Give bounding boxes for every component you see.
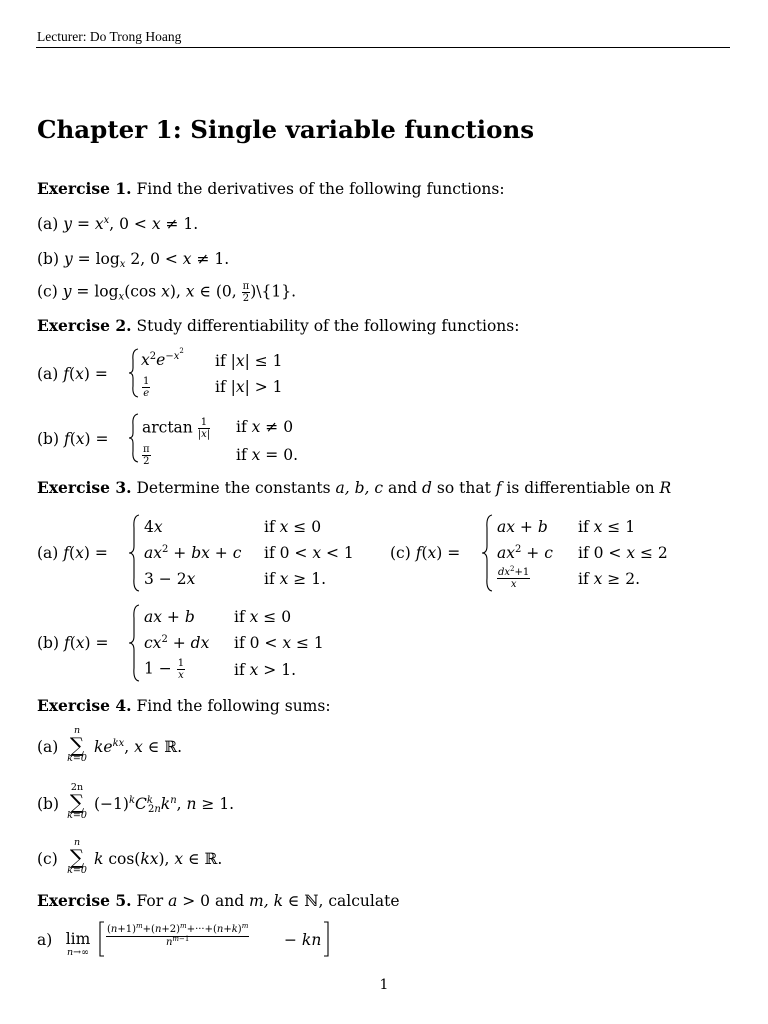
- exercise-4-label: Exercise 4.: [37, 696, 132, 715]
- sum-symbol-4c: n ∑ k=0: [67, 837, 87, 876]
- exercise-4a-tag: (a): [37, 738, 59, 756]
- exercise-3a-tag: (a): [37, 544, 59, 562]
- exercise-1c: (c) $y = \log_x(\cos$ x), x ∈ (0, $\frac{\pi}{2}$ )\{1}.: [37, 281, 296, 304]
- exercise-3a-case1: 4x: [144, 518, 163, 536]
- exercise-1-heading: [37, 179, 505, 199]
- exercise-3c-cond1: if x ≤ 1: [578, 518, 636, 536]
- exercise-5a-tag: a): [37, 931, 53, 949]
- exercise-2a-lhs: (a) f(x) =: [37, 365, 108, 383]
- exercise-3a-case3: 3 − 2x: [144, 570, 196, 588]
- exercise-3c-lhs: (c) f(x) =: [390, 544, 461, 562]
- header-lecturer: Lecturer: Do Trong Hoang: [37, 29, 182, 44]
- sum-symbol-4a: n ∑ k=0: [67, 725, 87, 764]
- exercise-2b-lhs: (b) f(x) =: [37, 430, 109, 448]
- brace-3c: [481, 514, 494, 592]
- exercise-2a-case2: $\frac{1}{e}$: [143, 376, 150, 399]
- exercise-2b-tag: (b): [37, 430, 60, 448]
- exercise-4c-tag: (c): [37, 850, 58, 868]
- header-rule: [36, 47, 730, 48]
- exercise-3c-cond2: if 0 < x ≤ 2: [578, 544, 668, 562]
- exercise-3c-case2: $ax^2 + c$: [497, 544, 553, 562]
- brace-3a: [128, 514, 141, 592]
- sum-4b-lower: k=0: [67, 810, 87, 821]
- exercise-1-text: Find the derivatives of the following functions:: [136, 180, 505, 198]
- exercise-1a: (a) $y = x^x$, 0 < x ≠ 1.: [37, 215, 199, 233]
- exercise-3a-cond2: if 0 < x < 1: [264, 544, 354, 562]
- exercise-4b-tag: (b): [37, 795, 60, 813]
- exercise-5-heading: Exercise 5. For a > 0 and m, k ∈ ℕ, calculate: [37, 891, 400, 910]
- exercise-2b-cond1: if x ≠ 0: [236, 418, 294, 436]
- exercise-5a-denominator: $n^{m-1}$: [165, 935, 190, 948]
- brace-3b: [128, 604, 141, 682]
- sum-4a-upper: n: [73, 725, 81, 736]
- exercise-2a-tag: (a): [37, 365, 59, 383]
- exercise-1c-tag: (c): [37, 282, 58, 301]
- sum-4b-upper: 2n: [70, 782, 84, 793]
- exercise-4-text: Find the following sums:: [136, 697, 331, 715]
- chapter-title: Chapter 1: Single variable functions: [37, 115, 535, 144]
- exercise-3a-case2: $ax^2$ + bx + c: [144, 544, 242, 562]
- exercise-3c-tag: (c): [390, 544, 411, 562]
- exercise-2a-cond2: if |x| > 1: [215, 378, 283, 396]
- exercise-2a-case1: $x^2e^{-x^2}$: [141, 347, 184, 369]
- exercise-1b: (b) $y = \log_x 2$, 0 < x ≠ 1.: [37, 250, 230, 270]
- exercise-3a-lhs: (a) f(x) =: [37, 544, 108, 562]
- exercise-3c-case3: $\frac{dx^2+1}{x}$: [498, 565, 530, 590]
- exercise-4-heading: [37, 696, 331, 716]
- exercise-3-label: Exercise 3.: [37, 478, 132, 497]
- exercise-3c-cond3: if x ≥ 2.: [578, 570, 641, 588]
- sum-4a-lower: k=0: [67, 753, 87, 764]
- exercise-3c-case1: ax + b: [497, 518, 548, 536]
- exercise-4b-body: $(-1)^kC^k_{2n}k^n$, n ≥ 1.: [94, 795, 235, 815]
- exercise-3b-cond1: if x ≤ 0: [234, 608, 292, 626]
- sum-symbol-4b: 2n ∑ k=0: [67, 782, 87, 821]
- exercise-2-text: Study differentiability of the following functions:: [136, 317, 520, 335]
- exercise-2a-cond1: if |x| ≤ 1: [215, 352, 283, 370]
- exercise-4a-body: $ke^{kx}$, x ∈ ℝ.: [94, 738, 183, 756]
- exercise-2-heading: [37, 316, 519, 336]
- exercise-1-label: Exercise 1.: [37, 179, 132, 198]
- exercise-3a-cond1: if x ≤ 0: [264, 518, 322, 536]
- exercise-1a-tag: (a): [37, 215, 59, 233]
- exercise-3-heading: Exercise 3. Determine the constants a, b, c and d so that f is differentiable on R: [37, 478, 672, 497]
- exercise-3b-tag: (b): [37, 634, 60, 652]
- right-bracket: [322, 921, 330, 957]
- exercise-3b-case1: ax + b: [144, 608, 195, 626]
- limit-operator: [60, 930, 96, 958]
- brace-2b: [128, 413, 140, 463]
- exercise-3b-cond2: if 0 < x ≤ 1: [234, 634, 324, 652]
- exercise-3b-cond3: if x > 1.: [234, 661, 297, 679]
- exercise-2b-case1: arctan $\frac{1}{|x|}$: [142, 417, 211, 440]
- exercise-2b-cond2: if x = 0.: [236, 446, 299, 464]
- sum-4c-upper: n: [73, 837, 81, 848]
- exercise-3b-case3: 1 − $\frac{1}{x}$: [144, 658, 185, 681]
- exercise-5-label: Exercise 5.: [37, 891, 132, 910]
- left-bracket: [98, 921, 106, 957]
- exercise-3b-lhs: (b) f(x) =: [37, 634, 109, 652]
- exercise-5a-tail: − kn: [284, 931, 322, 949]
- limit-label: lim: [65, 930, 91, 948]
- limit-subscript: n→∞: [67, 947, 89, 958]
- exercise-3a-cond3: if x ≥ 1.: [264, 570, 327, 588]
- exercise-2b-case2: $\frac{\pi}{2}$: [143, 444, 150, 467]
- sum-4c-lower: k=0: [67, 865, 87, 876]
- exercise-1b-tag: (b): [37, 250, 60, 268]
- page-number: 1: [379, 977, 389, 993]
- exercise-4c-body: k cos(kx), x ∈ ℝ.: [94, 850, 223, 868]
- exercise-2-label: Exercise 2.: [37, 316, 132, 335]
- exercise-5a-fraction: [106, 924, 249, 949]
- brace-2a: [128, 348, 140, 398]
- exercise-3b-case2: $cx^2$ + dx: [144, 634, 210, 652]
- exercise-5a-numerator: $(n+1)^m+(n+2)^m+\cdot\cdot\cdot+(n+k)^m$: [107, 922, 249, 935]
